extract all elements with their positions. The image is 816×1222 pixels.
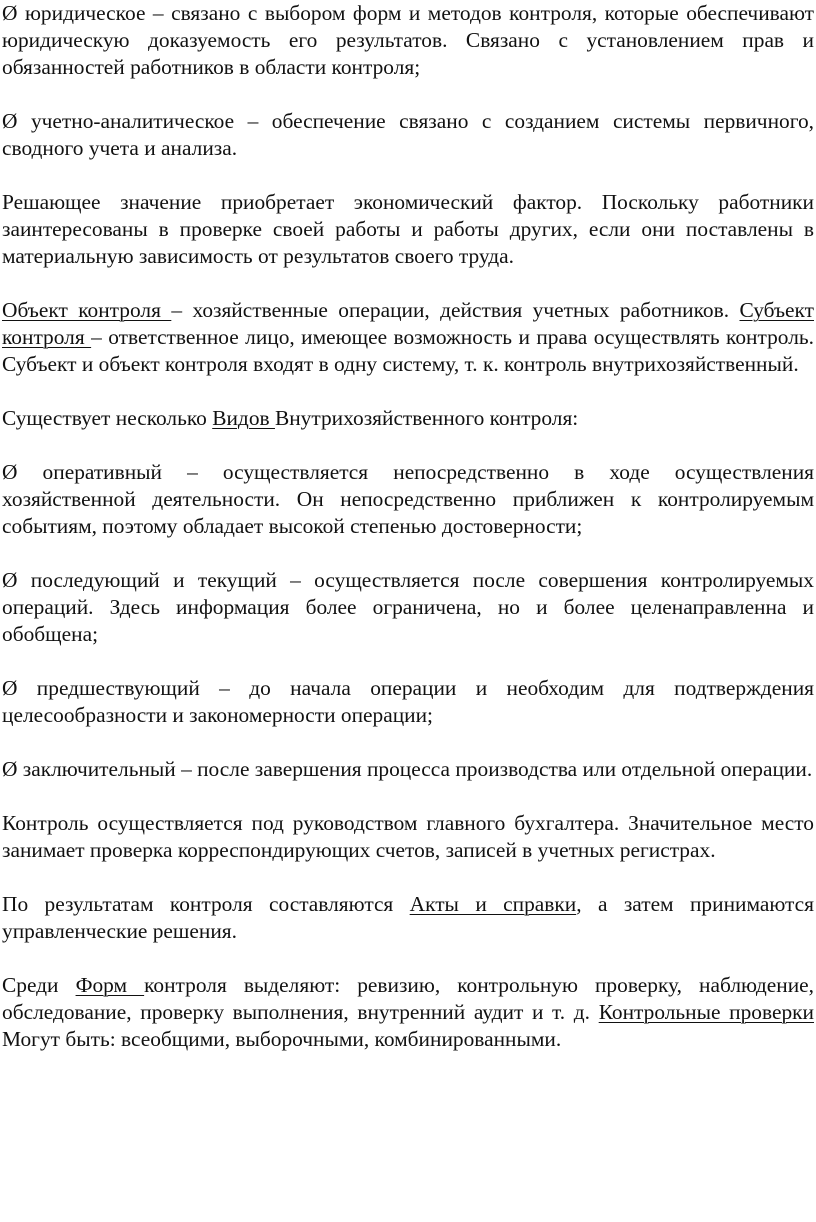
paragraph-text: заключительный – после завершения процесса производства или отдельной операции. bbox=[17, 757, 813, 781]
bullet-paragraph-final bbox=[2, 756, 814, 783]
underlined-term-checks: Контрольные проверки bbox=[598, 1000, 814, 1024]
paragraph-text: предшествующий – до начала операции и необходим для подтверждения целесообразности и закономерности операции; bbox=[2, 676, 814, 727]
paragraph-economic-factor bbox=[2, 189, 814, 270]
underlined-term-subject: Субъект контроля bbox=[2, 298, 814, 349]
paragraph-object-subject bbox=[2, 297, 814, 378]
paragraph-forms bbox=[2, 972, 814, 1053]
underlined-term-acts: Акты и справки bbox=[409, 892, 577, 916]
bullet-marker-icon: Ø bbox=[2, 568, 18, 592]
paragraph-chief-accountant bbox=[2, 810, 814, 864]
underlined-term-forms: Форм bbox=[75, 973, 145, 997]
underlined-term-types: Видов bbox=[212, 406, 275, 430]
bullet-paragraph-preliminary bbox=[2, 675, 814, 729]
paragraph-text: Контроль осуществляется под руководством главного бухгалтера. Значительное место занимает проверка корреспондирующих счетов, записей в учетных регистрах. bbox=[2, 811, 814, 862]
paragraph-results bbox=[2, 891, 814, 945]
paragraph-text: Среди bbox=[2, 973, 76, 997]
bullet-marker-icon: Ø bbox=[2, 460, 18, 484]
paragraph-text: юридическое – связано с выбором форм и методов контроля, которые обеспечивают юридическую доказуемость его результатов. Связано с установлением прав и обязанностей работников в области контроля; bbox=[2, 1, 814, 79]
paragraph-text: , а затем принимаются управленческие решения. bbox=[2, 892, 814, 943]
paragraph-text: последующий и текущий – осуществляется после совершения контролируемых операций. Здесь информация более ограничена, но и более целенаправленна и обобщена; bbox=[2, 568, 814, 646]
paragraph-text: оперативный – осуществляется непосредственно в ходе осуществления хозяйственной деятельности. Он непосредственно приближен к контролируемым событиям, поэтому обладает высокой степенью достоверности; bbox=[2, 460, 814, 538]
bullet-paragraph-operational bbox=[2, 459, 814, 540]
paragraph-text: Могут быть: всеобщими, выборочными, комбинированными. bbox=[2, 1027, 562, 1051]
bullet-paragraph-subsequent bbox=[2, 567, 814, 648]
paragraph-text: Внутрихозяйственного контроля: bbox=[274, 406, 579, 430]
bullet-marker-icon: Ø bbox=[2, 1, 18, 25]
paragraph-text: Существует несколько bbox=[2, 406, 213, 430]
bullet-paragraph-accounting bbox=[2, 108, 814, 162]
bullet-paragraph-legal bbox=[2, 0, 814, 81]
paragraph-text: учетно-аналитическое – обеспечение связано с созданием системы первичного, сводного учета и анализа. bbox=[2, 109, 814, 160]
bullet-marker-icon: Ø bbox=[2, 757, 18, 781]
bullet-marker-icon: Ø bbox=[2, 676, 18, 700]
paragraph-text: По результатам контроля составляются bbox=[2, 892, 410, 916]
paragraph-text: – хозяйственные операции, действия учетных работников. bbox=[171, 298, 740, 322]
paragraph-types-intro bbox=[2, 405, 814, 432]
underlined-term-object: Объект контроля bbox=[2, 298, 172, 322]
paragraph-text: Решающее значение приобретает экономический фактор. Поскольку работники заинтересованы в проверке своей работы и работы других, если они поставлены в материальную зависимость от результатов своего труда. bbox=[2, 190, 814, 268]
paragraph-text: контроля выделяют: ревизию, контрольную проверку, наблюдение, обследование, проверку выполнения, внутренний аудит и т. д. bbox=[2, 973, 814, 1024]
paragraph-text: – ответственное лицо, имеющее возможность и права осуществлять контроль. Субъект и объект контроля входят в одну систему, т. к. контроль внутрихозяйственный. bbox=[2, 325, 814, 376]
bullet-marker-icon: Ø bbox=[2, 109, 18, 133]
